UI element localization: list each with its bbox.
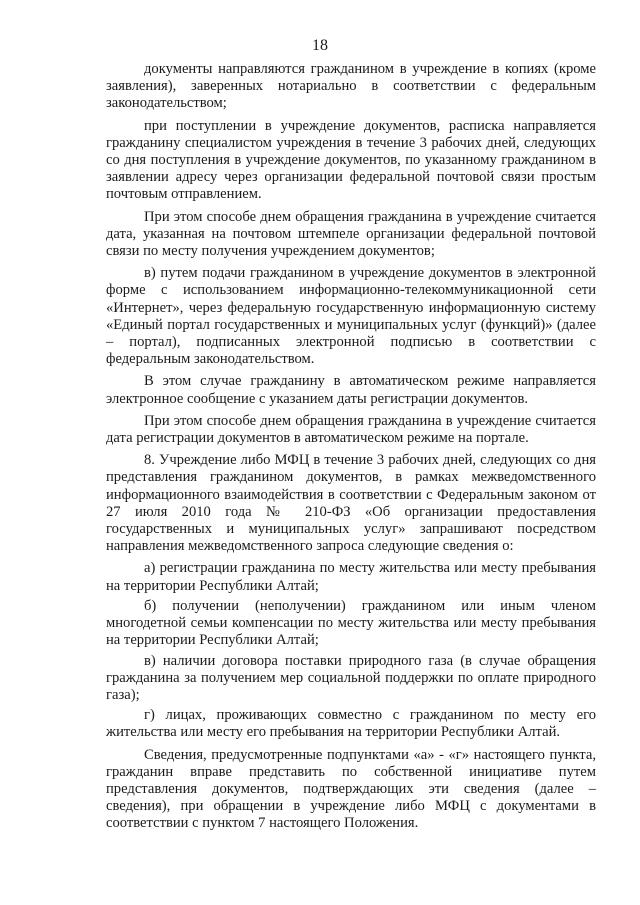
document-body [106,61,596,833]
paragraph-subitem-a: а) регистрации гражданина по месту жительства или месту пребывания на территории Республики Алтай; [106,560,596,594]
paragraph-subitem-v: в) наличии договора поставки природного газа (в случае обращения гражданина за получением мер социальной поддержки по оплате природного газа); [106,652,596,703]
paragraph-electronic-notice: В этом случае гражданину в автоматическом режиме направляется электронное сообщение с указанием даты регистрации документов. [106,373,596,407]
paragraph-subitem-g: г) лицах, проживающих совместно с гражданином по месту его жительства или месту его пребывания на территории Республики Алтай. [106,707,596,741]
paragraph-item-8: 8. Учреждение либо МФЦ в течение 3 рабочих дней, следующих со дня представления гражданином документов, в рамках межведомственного информационного взаимодействия в соответствии с Федеральным законом от 27 июля 2010 года № 210-ФЗ «Об организации предоставления государственных и муниципальных услуг» запрашивают посредством направления межведомственного запроса следующие сведения о: [106,452,596,555]
paragraph-electronic-submission: в) путем подачи гражданином в учреждение документов в электронной форме с использованием информационно-телекоммуникационной сети «Интернет», через федеральную государственную информационную систему «Единый портал государственных и муниципальных услуг (функций)» (далее – портал), подписанных электронной подписью в соответствии с федеральным законодательством. [106,265,596,368]
paragraph-postal-date: При этом способе днем обращения гражданина в учреждение считается дата, указанная на почтовом штемпеле организации федеральной почтовой связи по месту получения учреждением документов; [106,208,596,260]
paragraph-subitem-b: б) получении (неполучении) гражданином или иным членом многодетной семьи компенсации по месту жительства или месту пребывания на территории Республики Алтай; [106,597,596,649]
paragraph-receipt-notice: при поступлении в учреждение документов, расписка направляется гражданину специалистом учреждения в течение 3 рабочих дней, следующих со дня поступления в учреждение документов, по указанному гражданином в заявлении адресу через организации федеральной почтовой связи простым почтовым отправлением. [106,117,596,203]
paragraph-documents-copies: документы направляются гражданином в учреждение в копиях (кроме заявления), заверенных нотариально в соответствии с федеральным законодательством; [106,61,596,112]
paragraph-electronic-date: При этом способе днем обращения гражданина в учреждение считается дата регистрации документов в автоматическом режиме на портале. [106,412,596,447]
page-number: 18 [312,37,328,54]
paragraph-own-initiative: Сведения, предусмотренные подпунктами «а» - «г» настоящего пункта, гражданин вправе представить по собственной инициативе путем представления документов, подтверждающих эти сведения (далее – сведения), при обращении в учреждение либо МФЦ с документами в соответствии с пунктом 7 настоящего Положения. [106,746,596,832]
